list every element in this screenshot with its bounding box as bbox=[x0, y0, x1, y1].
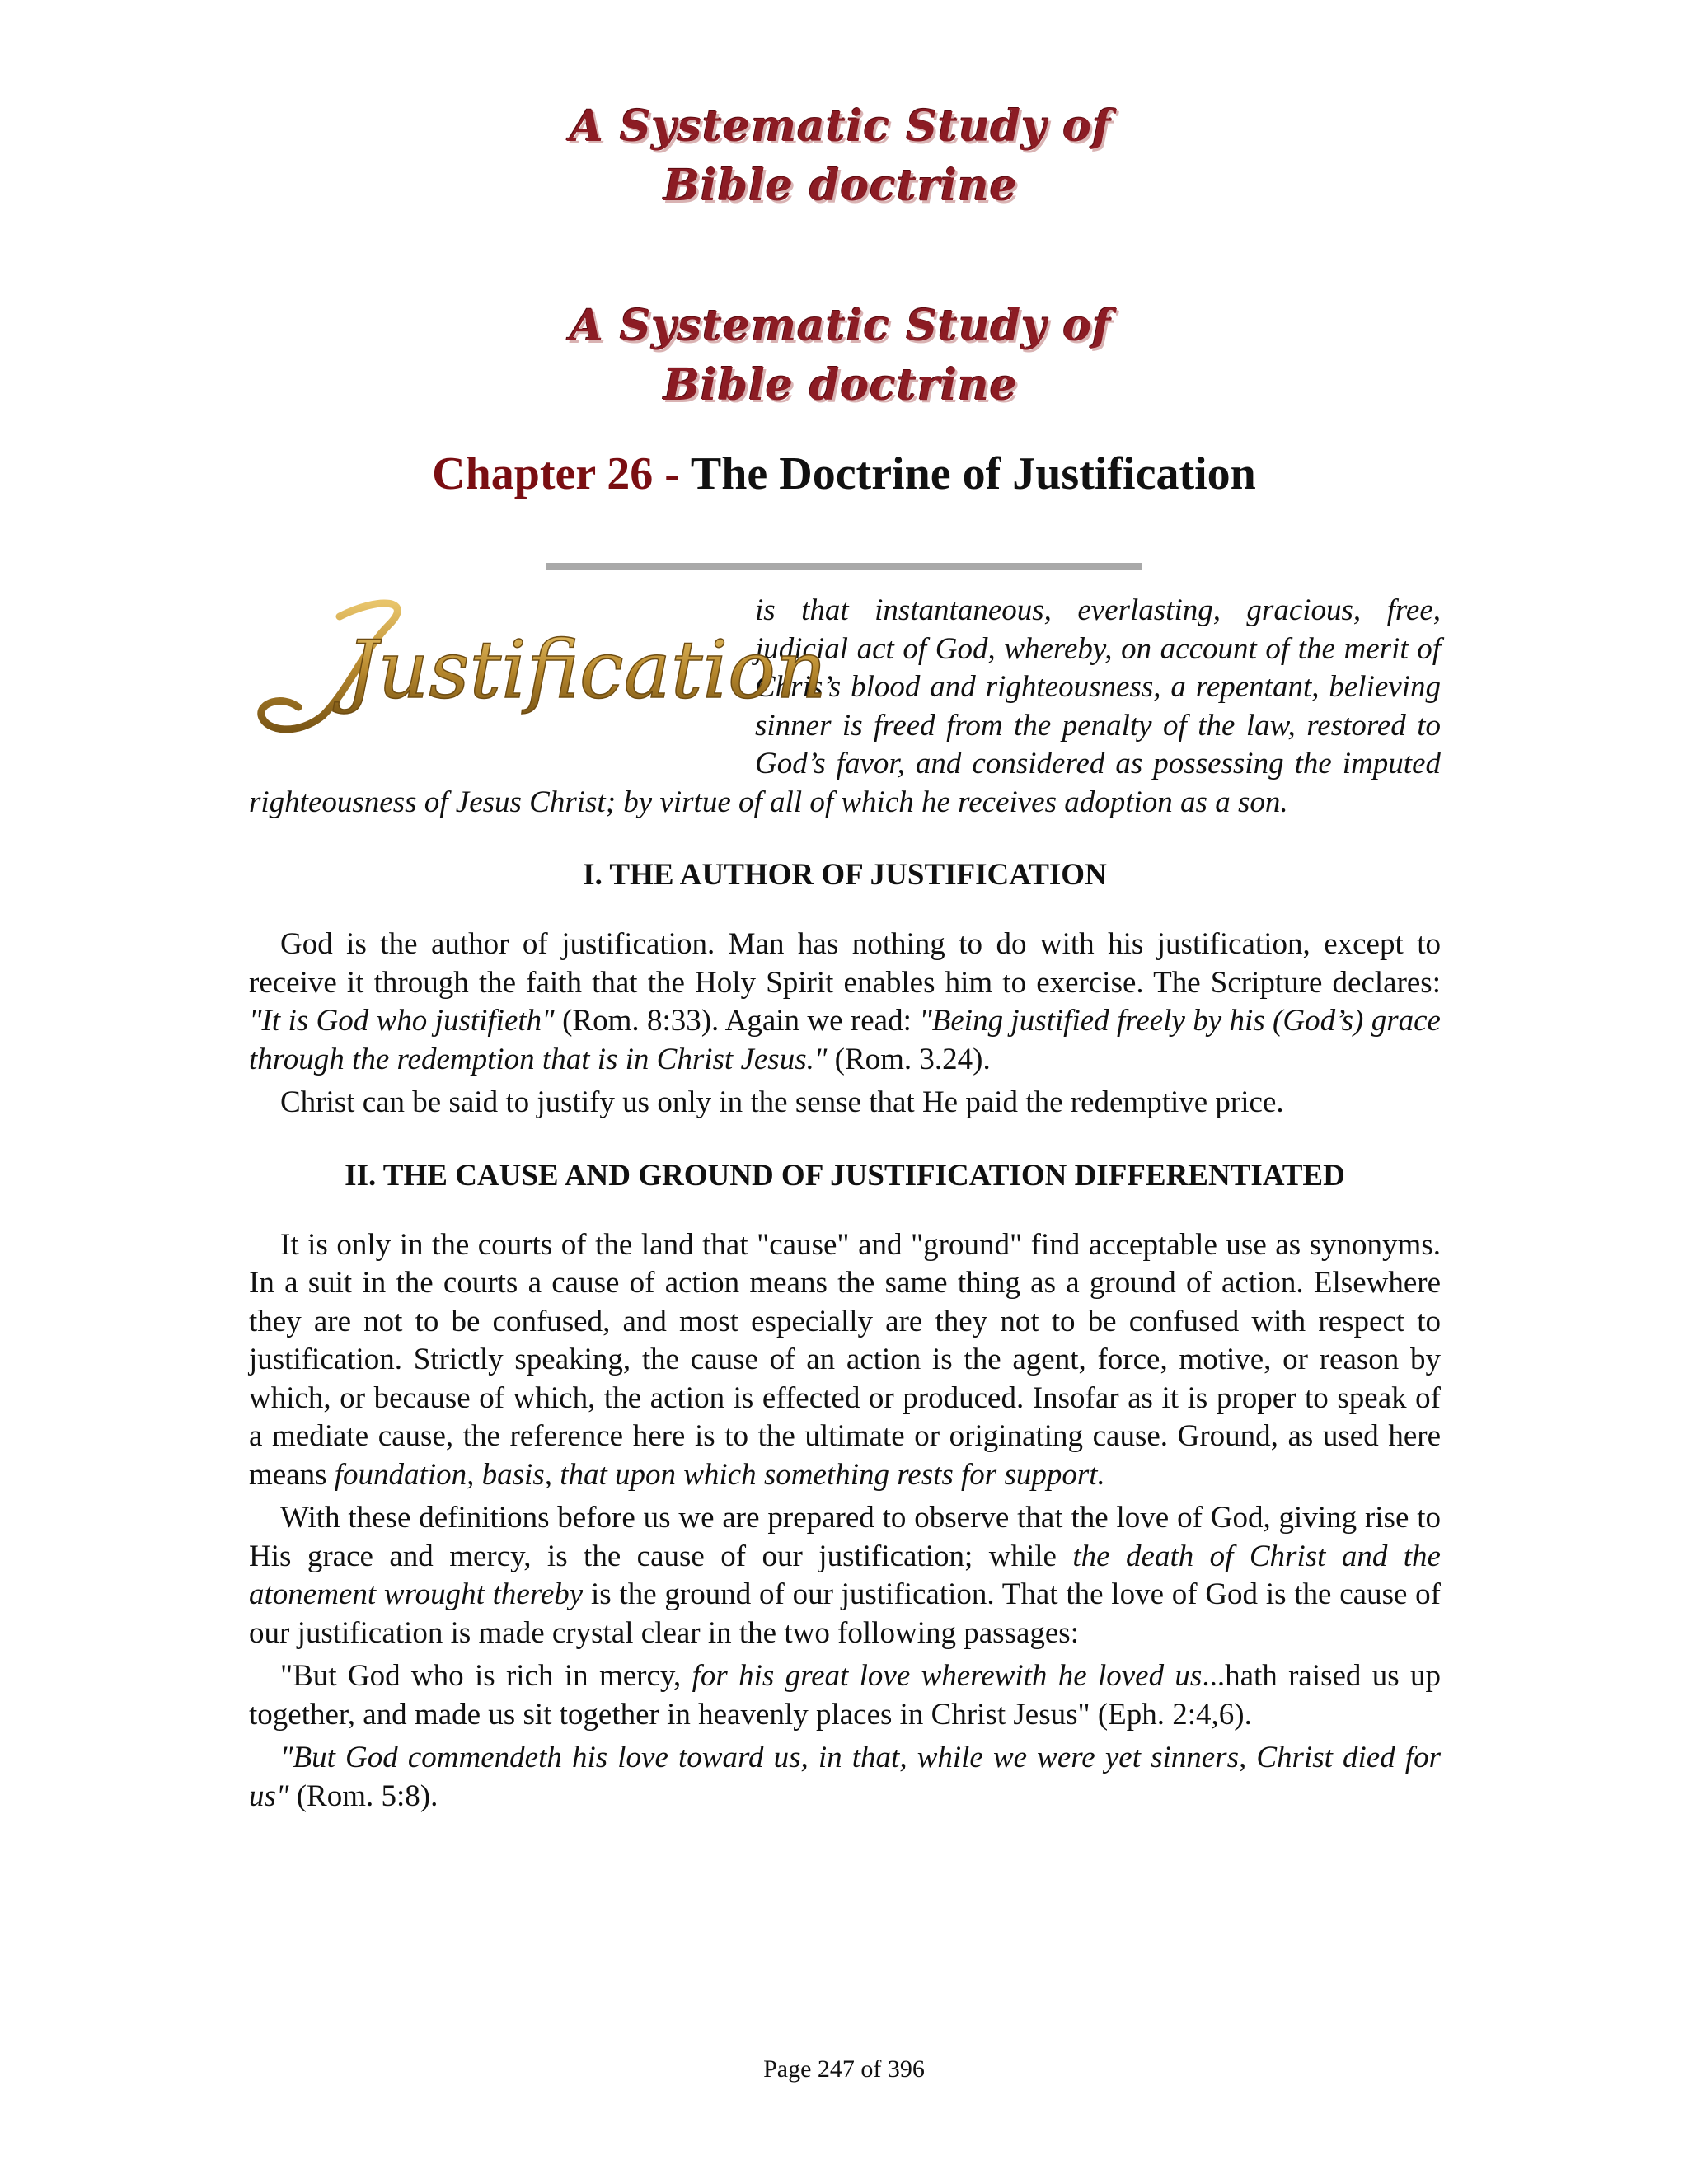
text-run: (Rom. 3.24). bbox=[827, 1042, 991, 1076]
header-banner-logo bbox=[560, 97, 1121, 216]
text-run: God is the author of justification. Man has nothing to do with his justification, except to receive it through the faith that the Holy Spirit enables him to exercise. The Scripture declares: bbox=[249, 927, 1441, 1000]
banner-line-2: Bible doctrine bbox=[663, 360, 1018, 410]
scripture-quote: "It is God who justifieth" bbox=[249, 1004, 555, 1038]
horizontal-divider bbox=[546, 563, 1142, 570]
banner-line-1: A Systematic Study of bbox=[570, 101, 1112, 152]
body-content bbox=[249, 592, 1441, 1821]
text-run: (Rom. 8:33). Again we read: bbox=[554, 1004, 920, 1038]
section-heading-author: I. THE AUTHOR OF JUSTIFICATION bbox=[583, 858, 1107, 892]
paragraph-cause-2 bbox=[249, 1499, 1441, 1652]
section-heading-cause-ground: II. THE CAUSE AND GROUND OF JUSTIFICATION DIFFERENTIATED bbox=[345, 1158, 1345, 1193]
emphasis-text: the death of Christ and the atonement wrought thereby bbox=[249, 1539, 1441, 1611]
chapter-title: The Doctrine of Justification bbox=[690, 448, 1256, 499]
page-number-footer: Page 247 of 396 bbox=[763, 2055, 925, 2083]
text-run: It is only in the courts of the land that "cause" and "ground" find acceptable use as synonyms. In a suit in the courts a cause of action means the same thing as a ground of action. Elsewhere they are not to be confused, and most especially are they not to be confused with respect to justification. Strictly speaking, the cause of an action is the agent, force, motive, or reason by which, or because of which, the action is effected or produced. Insofar as it is proper to speak of a mediate cause, the reference here is to the ultimate or originating cause. Ground, as used here means bbox=[249, 1227, 1441, 1492]
scripture-quote: "Being justified freely by his (God’s) grace through the redemption that is in Christ Jesus." bbox=[249, 1004, 1441, 1076]
scripture-quote: "But God commendeth his love toward us, in that, while we were yet sinners, Christ died for us" bbox=[249, 1741, 1441, 1813]
chapter-number: Chapter 26 - bbox=[432, 448, 680, 499]
banner-line-1: A Systematic Study of bbox=[570, 301, 1112, 351]
logo-word: Justification bbox=[346, 624, 827, 716]
emphasis-text: foundation, basis, that upon which something rests for support. bbox=[334, 1457, 1105, 1492]
text-run: (Rom. 5:8). bbox=[288, 1779, 438, 1813]
banner-line-2: Bible doctrine bbox=[663, 161, 1018, 211]
paragraph-author-1 bbox=[249, 926, 1441, 1079]
justification-logo-svg bbox=[249, 592, 827, 748]
paragraph-author-2: Christ can be said to justify us only in the sense that He paid the redemptive price. bbox=[280, 1085, 1284, 1119]
text-run: With these definitions before us we are prepared to observe that the love of God, giving rise to His grace and mercy, is the cause of our justification; while bbox=[249, 1501, 1441, 1573]
definition-text: is that instantaneous, everlasting, gracious, free, judicial act of God, whereby, on account of the merit of Chris’s blood and righteousness, a repentant, believing sinner is freed from the penalty of the law, restored to God’s favor, and considered as possessing the imputed righteousness of Jesus Christ; by virtue of all of which he receives adoption as a son. bbox=[249, 593, 1441, 819]
text-run: is the ground of our justification. That the love of God is the cause of our justification is made crystal clear in the two following passages: bbox=[249, 1577, 1441, 1650]
text-run: ...hath raised us up together, and made us sit together in heavenly places in Christ Jesus" (Eph. 2:4,6). bbox=[249, 1659, 1441, 1732]
chapter-heading bbox=[0, 445, 1688, 503]
paragraph-cause-1 bbox=[249, 1226, 1441, 1495]
paragraph-cause-4 bbox=[249, 1739, 1441, 1816]
header-banner-logo-repeat bbox=[560, 297, 1121, 415]
text-run: "But God who is rich in mercy, bbox=[280, 1659, 692, 1693]
emphasis-text: for his great love wherewith he loved us bbox=[692, 1659, 1203, 1693]
justification-logo-image bbox=[249, 592, 827, 748]
paragraph-cause-3 bbox=[249, 1657, 1441, 1734]
